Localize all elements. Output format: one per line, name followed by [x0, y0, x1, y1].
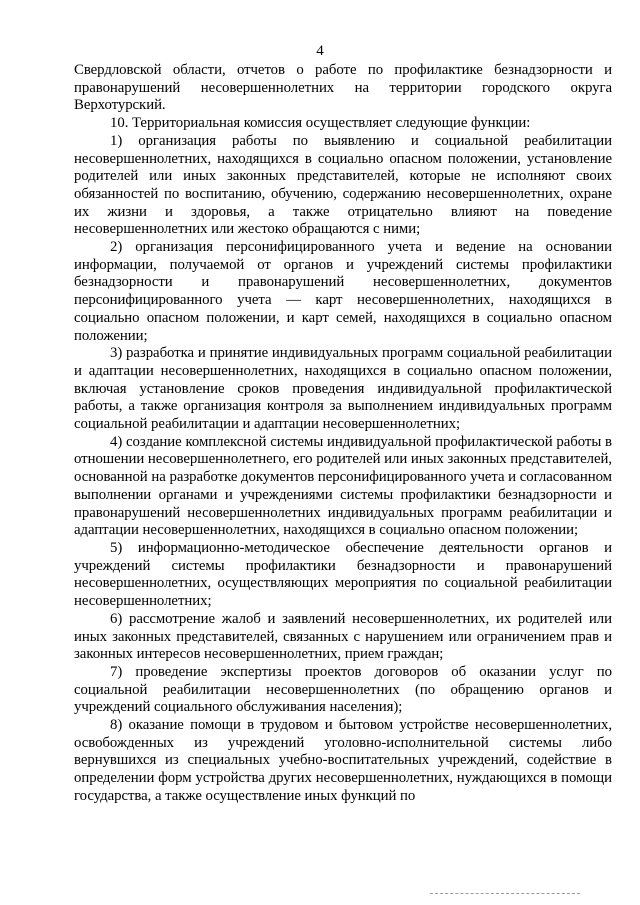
paragraph-item-7: 7) проведение экспертизы проектов договоров об оказании услуг по социальной реабилитации несовершеннолетних (по обращению органов и учреждений социального обслуживания населения); [74, 663, 612, 716]
paragraph-item-3: 3) разработка и принятие индивидуальных программ социальной реабилитации и адаптации несовершеннолетних, находящихся в социально опасном положении, включая установление сроков проведения индивидуальной профилактической работы, а также организация контроля за выполнением индивидуальных программ социальной реабилитации и адаптации несовершеннолетних; [74, 345, 612, 433]
paragraph-item-6: 6) рассмотрение жалоб и заявлений несовершеннолетних, их родителей или иных законных представителей, связанных с нарушением или ограничением прав и законных интересов несовершеннолетних, прием граждан; [74, 610, 612, 663]
paragraph-item-1: 1) организация работы по выявлению и социальной реабилитации несовершеннолетних, находящихся в социально опасном положении, установление родителей или иных законных представителей, которые не исполняют своих обязанностей по воспитанию, обучению, содержанию несовершеннолетних, охране их жизни и здоровья, а также отрицательно влияют на поведение несовершеннолетних или жестоко обращаются с ними; [74, 132, 612, 238]
paragraph-item-4: 4) создание комплексной системы индивидуальной профилактической работы в отношении несовершеннолетнего, его родителей или иных законных представителей, основанной на разработке документов персонифицированного учета и согласованном выполнении органами и учреждениями системы профилактики безнадзорности и правонарушений несовершеннолетних индивидуальных программ реабилитации и адаптации несовершеннолетних, находящихся в социально опасном положении; [74, 433, 612, 539]
paragraph-section-10: 10. Территориальная комиссия осуществляет следующие функции: [110, 115, 531, 132]
paragraph-item-8: 8) оказание помощи в трудовом и бытовом устройстве несовершеннолетних, освобожденных из учреждений уголовно-исполнительной системы либо вернувшихся из специальных учебно-воспитательных учреждений, содействие в определении форм устройства других несовершеннолетних, нуждающихся в помощи государства, а также осуществление иных функций по [74, 717, 612, 804]
paragraph-item-5: 5) информационно-методическое обеспечение деятельности органов и учреждений системы профилактики безнадзорности и правонарушений несовершеннолетних, осуществляющих мероприятия по социальной реабилитации несовершеннолетних; [74, 539, 612, 610]
document-body [74, 62, 612, 806]
scan-edge-mark [430, 893, 580, 895]
page-number: 4 [316, 43, 324, 59]
paragraph-continuation: Свердловской области, отчетов о работе по профилактике безнадзорности и правонарушений несовершеннолетних на территории городского округа Верхотурский. [74, 62, 612, 114]
paragraph-item-2: 2) организация персонифицированного учета и ведение на основании информации, получаемой от органов и учреждений системы профилактики безнадзорности и правонарушений несовершеннолетних, документов персонифицированного учета — карт несовершеннолетних, находящихся в социально опасном положении, и карт семей, находящихся в социально опасном положении; [74, 239, 612, 344]
